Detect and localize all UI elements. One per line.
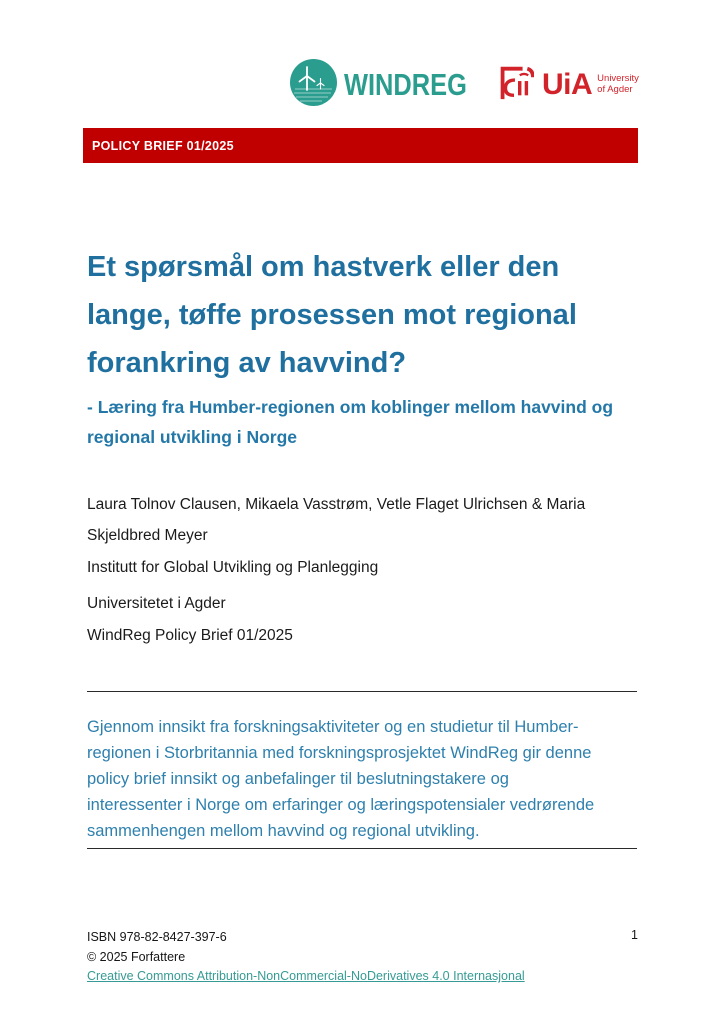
document-subtitle <box>87 392 613 452</box>
divider-top <box>87 691 637 692</box>
authors <box>87 489 585 551</box>
subtitle-line-1: - Læring fra Humber-regionen om koblinger mellom havvind og <box>87 397 614 417</box>
windreg-turbine-icon <box>290 59 337 111</box>
document-title <box>87 243 577 387</box>
policy-brief-banner <box>83 128 638 163</box>
authors-line-2: Skjeldbred Meyer <box>87 527 208 544</box>
abstract-paragraph <box>87 714 594 844</box>
uia-university-line2: of Agder <box>597 83 633 95</box>
abstract-line-3: policy brief innsikt og anbefalinger til beslutningstakere og <box>87 770 509 788</box>
uia-logo <box>494 60 639 109</box>
abstract-line-4: interessenter i Norge om erfaringer og læringspotensialer vedrørende <box>87 796 595 814</box>
windreg-logo <box>290 59 494 111</box>
abstract-line-2: regionen i Storbritannia med forskningsprosjektet WindReg gir denne <box>87 744 592 762</box>
windreg-logo-text: WINDREG <box>344 67 467 102</box>
isbn-text: ISBN 978-82-8427-397-6 <box>87 930 227 944</box>
series-label: WindReg Policy Brief 01/2025 <box>87 627 293 644</box>
authors-line-1: Laura Tolnov Clausen, Mikaela Vasstrøm, Vetle Flaget Ulrichsen & Maria <box>87 496 586 513</box>
uia-university-label <box>597 74 639 95</box>
uia-brand-mark-icon <box>494 60 534 109</box>
footer <box>87 928 525 987</box>
uia-university-line1: University <box>597 73 639 84</box>
copyright-text: © 2025 Forfattere <box>87 949 186 964</box>
abstract-line-1: Gjennom innsikt fra forskningsaktiviteter og en studietur til Humber- <box>87 718 579 736</box>
creative-commons-license-link[interactable]: Creative Commons Attribution-NonCommercial-NoDerivatives 4.0 Internasjonal <box>87 969 525 983</box>
title-line-1: Et spørsmål om hastverk eller den <box>87 251 560 283</box>
title-line-3: forankring av havvind? <box>87 347 407 379</box>
affiliation-university: Universitetet i Agder <box>87 595 226 612</box>
subtitle-line-2: regional utvikling i Norge <box>87 427 298 447</box>
affiliation-department: Institutt for Global Utvikling og Planlegging <box>87 559 379 576</box>
uia-logo-text: UiA <box>542 67 593 101</box>
divider-bottom <box>87 848 637 849</box>
policy-brief-banner-label: POLICY BRIEF 01/2025 <box>92 138 234 153</box>
page-number: 1 <box>631 928 638 942</box>
abstract-line-5: sammenhengen mellom havvind og regional utvikling. <box>87 822 480 840</box>
title-line-2: lange, tøffe prosessen mot regional <box>87 299 577 331</box>
